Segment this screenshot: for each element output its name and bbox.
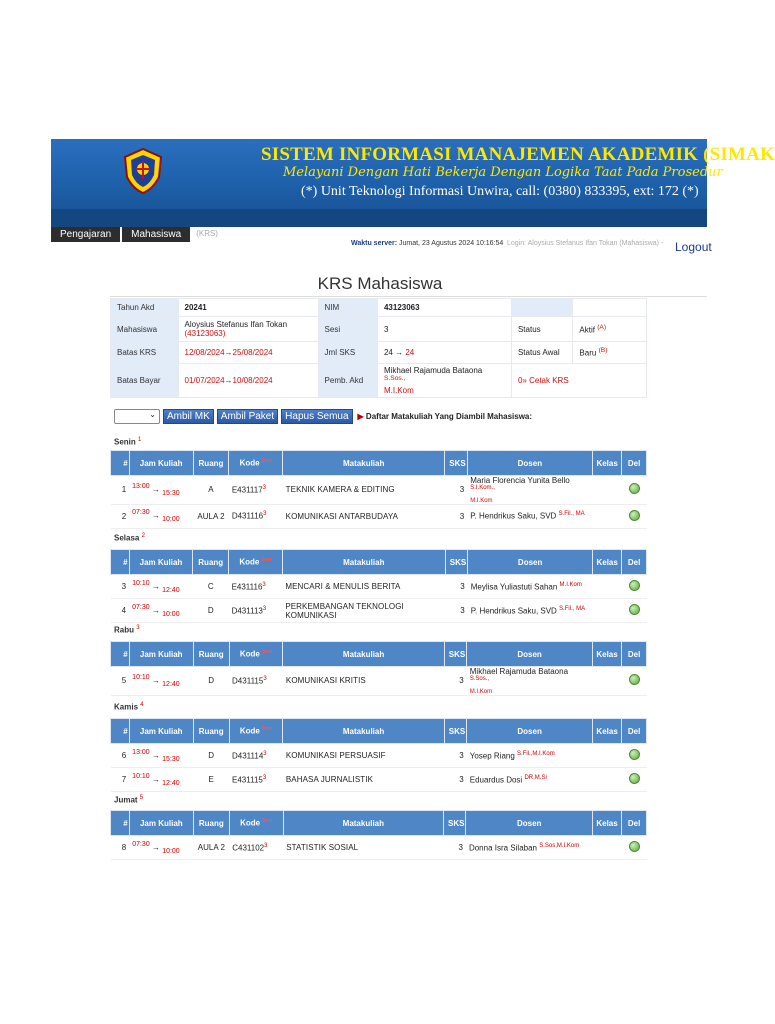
delete-icon: [629, 749, 640, 760]
ruang: D: [193, 744, 229, 768]
dosen: P. Hendrikus Saku, SVD $^{S.Fil., MA}$: [468, 599, 593, 623]
info-label: Jml SKS: [318, 342, 377, 364]
header-banner: [51, 139, 775, 227]
row-number: 5: [111, 667, 130, 696]
university-shield-icon: [123, 147, 163, 195]
col-header: Ruang: [193, 550, 229, 575]
server-time-label: Waktu server:: [351, 240, 398, 247]
sks: 3: [445, 504, 467, 528]
col-header: Matakuliah: [283, 451, 445, 476]
course-table: [110, 810, 647, 860]
server-time: [351, 240, 503, 247]
matakuliah: STATISTIK SOSIAL: [283, 836, 443, 860]
delete-icon: [629, 483, 640, 494]
info-student-name: Aloysius Stefanus Ifan Tokan (43123063): [178, 317, 318, 342]
col-header: Dosen: [468, 550, 593, 575]
col-header: SKS: [444, 719, 467, 744]
jam-kuliah: 10:10 → 12:40: [129, 575, 193, 599]
col-header: #: [111, 550, 130, 575]
row-number: 3: [111, 575, 130, 599]
banner-title: SISTEM INFORMASI MANAJEMEN AKADEMIK (SIMAK: [261, 144, 775, 165]
col-header: Del: [622, 642, 647, 667]
info-label: Batas Bayar: [111, 364, 179, 398]
info-status: Aktif $^{(A)}$: [573, 317, 647, 342]
delete-course-button[interactable]: [622, 744, 647, 768]
col-header: Matakuliah: [283, 719, 444, 744]
arrow-right-icon: ▶: [357, 412, 364, 421]
col-header-kode[interactable]: Kode $^{Sort}$: [229, 451, 283, 476]
list-title: ▶ Daftar Matakuliah Yang Diambil Mahasiswa:: [357, 412, 533, 421]
col-header-kode[interactable]: Kode $^{Sort}$: [229, 811, 283, 836]
delete-course-button[interactable]: [622, 504, 647, 528]
delete-icon: [629, 773, 640, 784]
sks: 3: [445, 599, 467, 623]
info-label: Mahasiswa: [111, 317, 179, 342]
jam-kuliah: 13:00 → 15:30: [129, 476, 193, 505]
info-value: 3: [377, 317, 511, 342]
day-header: Selasa $^2$: [114, 533, 145, 543]
info-status-awal: Baru $^{(B)}$: [573, 342, 647, 364]
matakuliah: MENCARI & MENULIS BERITA: [282, 575, 445, 599]
jam-kuliah: 13:00 → 15:30: [129, 744, 193, 768]
sks: 3: [444, 744, 467, 768]
ruang: A: [193, 476, 229, 505]
info-label: Status Awal: [511, 342, 572, 364]
sks: 3: [445, 476, 467, 505]
kelas: [593, 599, 622, 623]
matakuliah: KOMUNIKASI KRITIS: [283, 667, 444, 696]
semester-select[interactable]: [114, 409, 160, 424]
info-jml-sks: 24 → 24: [377, 342, 511, 364]
row-number: 8: [111, 836, 130, 860]
col-header: Ruang: [193, 811, 229, 836]
col-header: Kelas: [592, 811, 621, 836]
col-header: Kelas: [593, 451, 622, 476]
table-row: [111, 575, 647, 599]
ambil-mk-button[interactable]: Ambil MK: [163, 409, 214, 424]
matakuliah: KOMUNIKASI PERSUASIF: [283, 744, 444, 768]
delete-icon: [629, 510, 640, 521]
ruang: AULA 2: [193, 836, 229, 860]
col-header: Jam Kuliah: [129, 811, 193, 836]
col-header-kode[interactable]: Kode $^{Sort}$: [229, 642, 283, 667]
table-row: [111, 599, 647, 623]
table-header: [111, 719, 647, 744]
course-table: [110, 450, 647, 529]
col-header: Del: [622, 719, 647, 744]
delete-course-button[interactable]: [622, 768, 647, 792]
kode-mk: D431114$^3$: [229, 744, 283, 768]
col-header: #: [111, 642, 130, 667]
student-info-table: [110, 298, 647, 398]
dosen: Donna Isra Silaban $^{S.Sos,M.I.Kom}$: [466, 836, 592, 860]
delete-course-button[interactable]: [622, 836, 647, 860]
chevron-down-icon: ⌄: [149, 410, 156, 419]
col-header: Matakuliah: [283, 642, 444, 667]
dosen: Mikhael Rajamuda Bataona $^{S.Sos.,}$ M.I.Kom: [467, 667, 593, 696]
nav-mahasiswa[interactable]: Mahasiswa: [122, 227, 190, 242]
matakuliah: KOMUNIKASI ANTARBUDAYA: [283, 504, 445, 528]
delete-icon: [629, 841, 640, 852]
divider: [110, 296, 707, 297]
col-header: SKS: [445, 451, 467, 476]
col-header: Kelas: [593, 550, 622, 575]
sks: 3: [443, 836, 466, 860]
col-header: Jam Kuliah: [129, 719, 193, 744]
delete-course-button[interactable]: [622, 667, 647, 696]
matakuliah: BAHASA JURNALISTIK: [283, 768, 444, 792]
table-header: [111, 550, 647, 575]
col-header: Matakuliah: [282, 550, 445, 575]
table-header: [111, 811, 647, 836]
kode-mk: E431115$^3$: [229, 768, 283, 792]
table-row: [111, 768, 647, 792]
info-pembimbing: Mikhael Rajamuda Bataona $^{S.Sos.,}$ M.I.Kom: [377, 364, 511, 398]
col-header: #: [111, 811, 130, 836]
table-header: [111, 451, 647, 476]
banner-stripe: [51, 209, 707, 227]
col-header: SKS: [444, 642, 467, 667]
col-header: Kelas: [593, 719, 622, 744]
jam-kuliah: 07:30 → 10:00: [129, 504, 193, 528]
col-header-kode[interactable]: Kode $^{Sort}$: [229, 550, 283, 575]
ruang: D: [193, 599, 229, 623]
col-header: Matakuliah: [283, 811, 443, 836]
day-header: Rabu $^3$: [114, 625, 140, 635]
row-number: 6: [111, 744, 130, 768]
jam-kuliah: 07:30 → 10:00: [129, 836, 193, 860]
col-header: Kelas: [592, 642, 621, 667]
col-header: Jam Kuliah: [129, 550, 193, 575]
sks: 3: [444, 667, 467, 696]
page-title: KRS Mahasiswa: [317, 274, 443, 293]
info-label: Pemb. Akd: [318, 364, 377, 398]
dosen: Maria Florencia Yunita Bello $^{S.I.Kom.,}$ M.I.Kom: [467, 476, 592, 505]
row-number: 2: [111, 504, 130, 528]
day-header: Kamis $^4$: [114, 702, 144, 712]
sks: 3: [445, 575, 467, 599]
kelas: [592, 667, 621, 696]
col-header: Ruang: [193, 719, 229, 744]
course-table: [110, 549, 647, 623]
info-batas-bayar: 01/07/2024→10/08/2024: [178, 364, 318, 398]
delete-icon: [629, 674, 640, 685]
ruang: D: [193, 667, 229, 696]
table-row: [111, 836, 647, 860]
delete-icon: [629, 580, 640, 591]
info-label: NIM: [318, 299, 377, 317]
logout-link[interactable]: Logout: [675, 240, 712, 254]
kelas: [592, 836, 621, 860]
col-header: Dosen: [467, 642, 593, 667]
table-row: [111, 744, 647, 768]
col-header: SKS: [443, 811, 466, 836]
login-info: Login: Aloysius Stefanus Ifan Tokan (Mahasiswa) -: [507, 240, 664, 247]
kode-mk: E431117$^3$: [229, 476, 283, 505]
main-nav: [51, 227, 218, 242]
kode-mk: D431115$^3$: [229, 667, 283, 696]
dosen: Meylisa Yuliastuti Sahan $^{M.I.Kom}$: [468, 575, 593, 599]
col-header: Ruang: [193, 451, 229, 476]
kode-mk: C431102$^3$: [229, 836, 283, 860]
col-header: SKS: [445, 550, 467, 575]
jam-kuliah: 07:30 → 10:00: [129, 599, 193, 623]
table-header: [111, 642, 647, 667]
col-header: Dosen: [467, 719, 593, 744]
dosen: Yosep Riang $^{S.Fil.,M.I.Kom}$: [467, 744, 593, 768]
sks: 3: [444, 768, 467, 792]
delete-course-button[interactable]: [622, 575, 647, 599]
delete-course-button[interactable]: [622, 476, 647, 505]
jam-kuliah: 10:10 → 12:40: [129, 667, 193, 696]
table-row: [111, 476, 647, 505]
course-table: [110, 641, 647, 696]
dosen: Eduardus Dosi $^{DR,M.Si}$: [467, 768, 593, 792]
delete-icon: [629, 604, 640, 615]
info-label: Status: [511, 317, 572, 342]
col-header: Jam Kuliah: [129, 451, 193, 476]
action-bar: [114, 409, 532, 424]
kelas: [593, 504, 622, 528]
col-header: Dosen: [467, 451, 592, 476]
nav-pengajaran[interactable]: Pengajaran: [51, 227, 120, 242]
matakuliah: PERKEMBANGAN TEKNOLOGI KOMUNIKASI: [282, 599, 445, 623]
col-header: Dosen: [466, 811, 592, 836]
info-label: Sesi: [318, 317, 377, 342]
hapus-semua-button[interactable]: Hapus Semua: [281, 409, 352, 424]
col-header: #: [111, 451, 130, 476]
col-header: Del: [622, 550, 647, 575]
info-value: 43123063: [377, 299, 511, 317]
kelas: [593, 476, 622, 505]
banner-motto: Melayani Dengan Hati Bekerja Dengan Logika Taat Pada Prosedur: [283, 165, 723, 180]
ruang: C: [193, 575, 229, 599]
ambil-paket-button[interactable]: Ambil Paket: [217, 409, 278, 424]
col-header: Del: [622, 811, 647, 836]
matakuliah: TEKNIK KAMERA & EDITING: [283, 476, 445, 505]
course-table: [110, 718, 647, 792]
info-value: 20241: [178, 299, 318, 317]
day-header: Senin $^1$: [114, 437, 142, 447]
kelas: [593, 744, 622, 768]
day-header: Jumat $^5$: [114, 795, 144, 805]
breadcrumb: (KRS): [196, 229, 218, 238]
kelas: [593, 575, 622, 599]
info-label: Batas KRS: [111, 342, 179, 364]
jam-kuliah: 10:10 → 12:40: [129, 768, 193, 792]
ruang: AULA 2: [193, 504, 229, 528]
row-number: 4: [111, 599, 130, 623]
kode-mk: D431116$^3$: [229, 504, 283, 528]
kode-mk: D431113$^3$: [229, 599, 283, 623]
col-header: #: [111, 719, 130, 744]
row-number: 1: [111, 476, 130, 505]
table-row: [111, 504, 647, 528]
row-number: 7: [111, 768, 130, 792]
col-header: Jam Kuliah: [129, 642, 193, 667]
server-time-value: Jumat, 23 Agustus 2024 10:16:54: [399, 240, 504, 247]
table-row: [111, 667, 647, 696]
ruang: E: [193, 768, 229, 792]
col-header: Ruang: [193, 642, 229, 667]
col-header: Del: [622, 451, 647, 476]
info-label: Tahun Akd: [111, 299, 179, 317]
info-batas-krs: 12/08/2024→25/08/2024: [178, 342, 318, 364]
dosen: P. Hendrikus Saku, SVD $^{S.Fil., MA}$: [467, 504, 592, 528]
kelas: [593, 768, 622, 792]
banner-unit-info: (*) Unit Teknologi Informasi Unwira, call: (0380) 833395, ext: 172 (*): [301, 184, 699, 199]
col-header-kode[interactable]: Kode $^{Sort}$: [229, 719, 283, 744]
delete-course-button[interactable]: [622, 599, 647, 623]
cetak-krs-link[interactable]: 0» Cetak KRS: [511, 364, 646, 398]
kode-mk: E431116$^3$: [229, 575, 283, 599]
